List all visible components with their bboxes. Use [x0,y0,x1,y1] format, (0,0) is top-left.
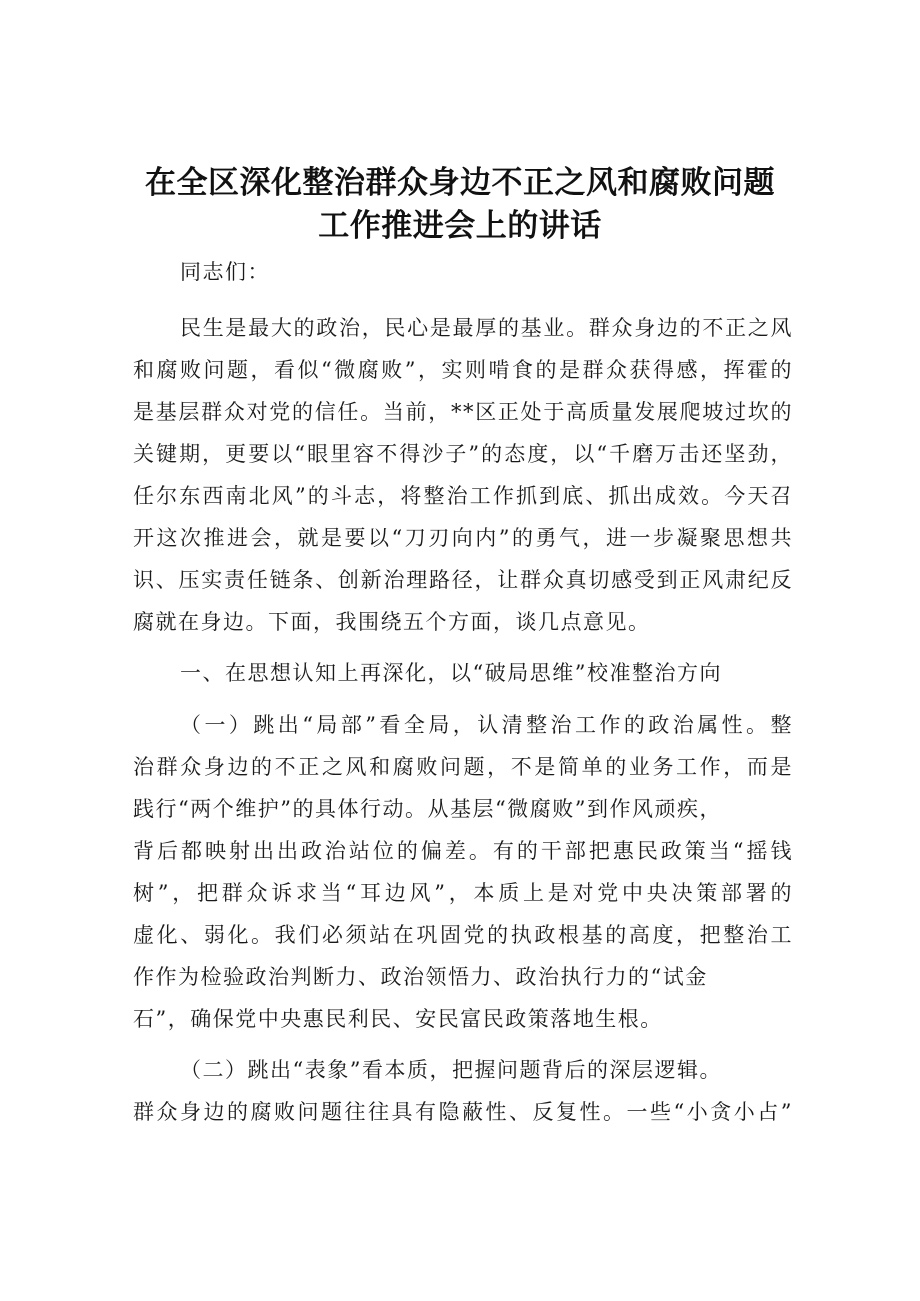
paragraph-line: 背后都映射出出政治站位的偏差。有的干部把惠民政策当“摇钱 [133,839,793,863]
paragraph-line: 识、压实责任链条、创新治理路径，让群众真切感受到正风肃纪反 [133,568,793,592]
paragraph-line: 群众身边的腐败问题往往具有隐蔽性、反复性。一些“小贪小占” [133,1100,793,1124]
document-title-line-2: 工作推进会上的讲话 [318,208,602,244]
paragraph-line: 民生是最大的政治，民心是最厚的基业。群众身边的不正之风 [180,316,793,340]
paragraph-line: （二）跳出“表象”看本质，把握问题背后的深层逻辑。 [180,1058,722,1082]
salutation: 同志们： [180,260,270,284]
paragraph-line: 践行“两个维护”的具体行动。从基层“微腐败”到作风顽疾， [133,797,722,821]
paragraph-line: 是基层群众对党的信任。当前，**区正处于高质量发展爬坡过坎的 [133,400,793,424]
paragraph-line: 治群众身边的不正之风和腐败问题，不是简单的业务工作，而是 [133,755,793,779]
paragraph-line: （一）跳出“局部”看全局，认清整治工作的政治属性。整 [180,713,793,737]
section-heading: 一、在思想认知上再深化，以“破局思维”校准整治方向 [180,661,722,685]
paragraph-line: 石”，确保党中央惠民利民、安民富民政策落地生根。 [133,1007,663,1031]
paragraph-line: 作作为检验政治判断力、政治领悟力、政治执行力的“试金 [133,965,708,989]
paragraph-line: 虚化、弱化。我们必须站在巩固党的执政根基的高度，把整治工 [133,923,793,947]
paragraph-line: 开这次推进会，就是要以“刀刃向内”的勇气，进一步凝聚思想共 [133,526,793,550]
paragraph-line: 树”，把群众诉求当“耳边风”，本质上是对党中央决策部署的 [133,881,793,905]
paragraph-line: 腐就在身边。下面，我围绕五个方面，谈几点意见。 [133,610,651,634]
paragraph-line: 关键期，更要以“眼里容不得沙子”的态度，以“千磨万击还坚劲， [133,442,793,466]
paragraph-line: 和腐败问题，看似“微腐败”，实则啃食的是群众获得感，挥霍的 [133,358,793,382]
document-title-line-1: 在全区深化整治群众身边不正之风和腐败问题 [145,165,775,201]
paragraph-line: 任尔东西南北风”的斗志，将整治工作抓到底、抓出成效。今天召 [133,484,793,508]
